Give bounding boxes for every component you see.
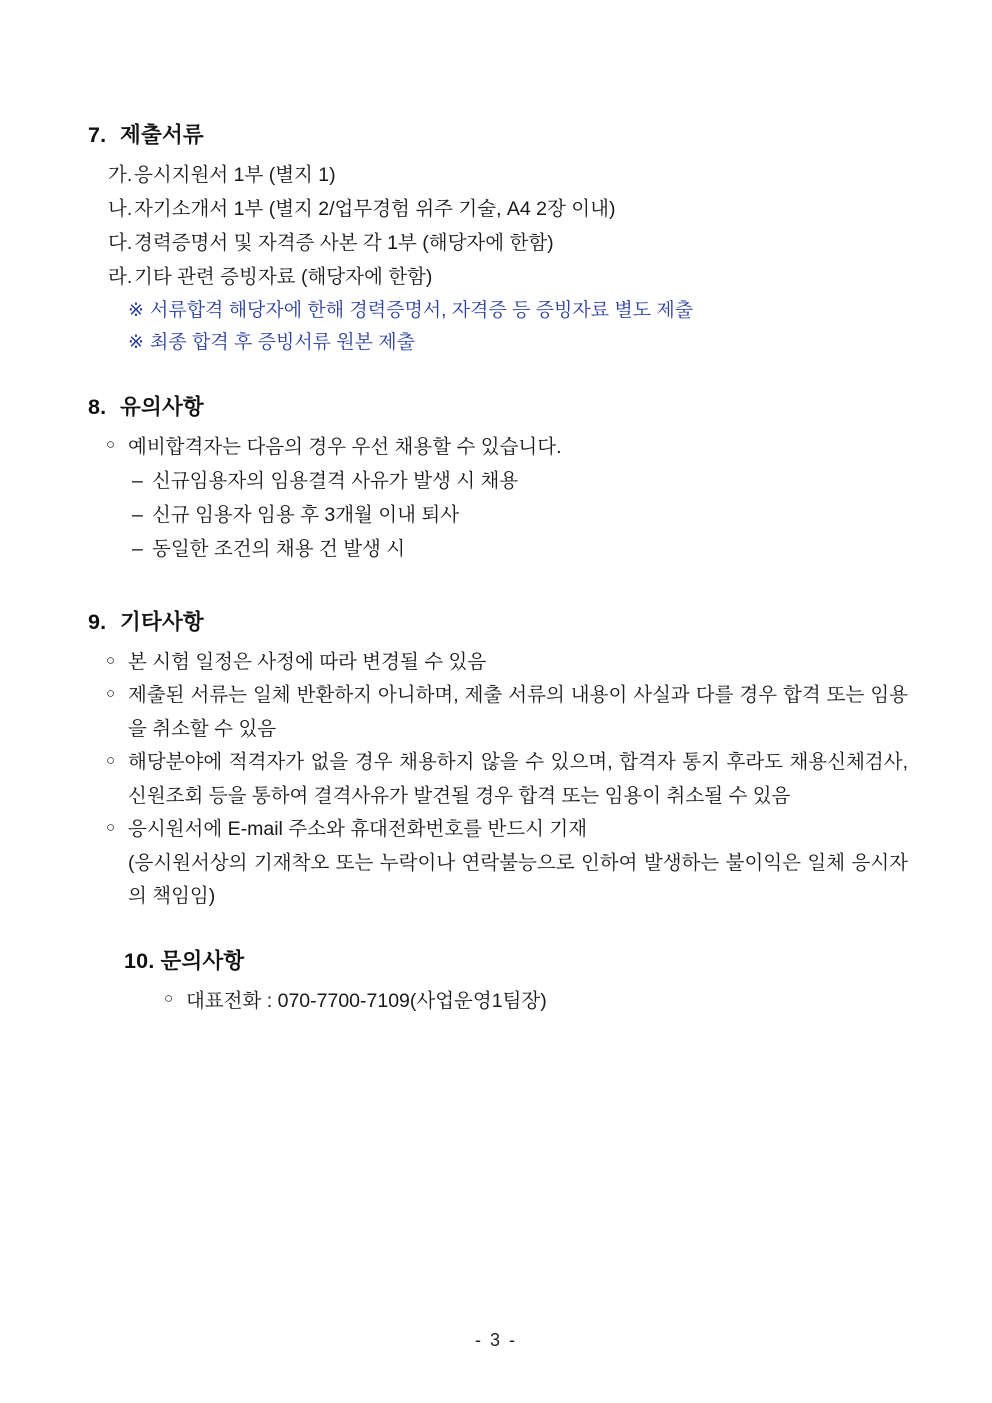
reference-mark-icon: ※: [128, 332, 144, 354]
list-item: [88, 159, 908, 193]
list-marker: 가.: [108, 164, 133, 186]
spacer: [88, 914, 908, 944]
list-text: 신규 임용자 임용 후 3개월 이내 퇴사: [152, 503, 460, 526]
list-item: [88, 646, 908, 680]
dash-bullet-icon: –: [132, 469, 143, 492]
circle-bullet-icon: ○: [106, 436, 116, 454]
section-title: 제출서류: [120, 123, 204, 147]
section-heading: [88, 118, 908, 149]
list-item: [88, 499, 908, 533]
list-text: 동일한 조건의 채용 건 발생 시: [152, 537, 406, 560]
dash-bullet-icon: –: [132, 503, 143, 526]
section-number: 7.: [88, 123, 107, 147]
section-other-matters: [88, 605, 908, 914]
list-item: [88, 465, 908, 499]
page-number-footer: - 3 -: [474, 1330, 517, 1350]
circle-bullet-icon: ○: [164, 989, 174, 1007]
list-item: [88, 261, 908, 295]
note-text: 서류합격 해당자에 한해 경력증명서, 자격증 등 증빙자료 별도 제출: [150, 299, 694, 321]
list-text: 제출된 서류는 일체 반환하지 아니하며, 제출 서류의 내용이 사실과 다를 경우 합격 또는 임용을 취소할 수 있음: [128, 684, 908, 740]
section-number: 9.: [88, 609, 107, 634]
list-marker: 나.: [108, 197, 133, 220]
list-text: 예비합격자는 다음의 경우 우선 채용할 수 있습니다.: [128, 436, 562, 459]
circle-bullet-icon: ○: [106, 752, 116, 770]
list-item: [88, 746, 908, 813]
reference-mark-icon: ※: [128, 299, 144, 321]
list-text: 대표전화 : 070-7700-7109(사업운영1팀장): [186, 989, 547, 1012]
spacer: [88, 567, 908, 605]
list-text: 해당분야에 적격자가 없을 경우 채용하지 않을 수 있으며, 합격자 통지 후라도 채용신체검사, 신원조회 등을 통하여 결격사유가 발견될 경우 합격 또는 임용이 취소될 수 있음: [128, 751, 908, 807]
section-heading: [88, 605, 908, 636]
list-item: [124, 985, 908, 1019]
list-item: [88, 533, 908, 567]
list-text: 응시지원서 1부 (별지 1): [134, 164, 336, 186]
list-text: 경력증명서 및 자격증 사본 각 1부 (해당자에 한함): [134, 231, 554, 254]
circle-bullet-icon: ○: [106, 651, 116, 669]
list-item: [88, 227, 908, 261]
section-submission-documents: [88, 118, 908, 360]
section-precautions: [88, 390, 908, 567]
section-inquiries: [88, 944, 908, 1019]
list-text: 기타 관련 증빙자료 (해당자에 한함): [134, 265, 433, 288]
list-text: 본 시험 일정은 사정에 따라 변경될 수 있음: [128, 650, 487, 673]
note-text: 최종 합격 후 증빙서류 원본 제출: [150, 332, 415, 354]
section-number: 10.: [124, 948, 155, 973]
list-item: [88, 193, 908, 227]
section-heading: [88, 390, 908, 421]
spacer: [88, 360, 908, 390]
note-line: [88, 295, 908, 328]
sub-note-text: (응시원서상의 기재착오 또는 누락이나 연락불능으로 인하여 발생하는 불이익은 일체 응시자의 책임임): [128, 851, 908, 908]
section-title: 문의사항: [160, 948, 245, 973]
list-marker: 다.: [108, 231, 133, 254]
dash-bullet-icon: –: [132, 537, 143, 560]
list-text: 신규임용자의 임용결격 사유가 발생 시 채용: [152, 469, 519, 492]
list-item: [88, 431, 908, 465]
list-item: [88, 679, 908, 746]
document-body: [88, 118, 908, 1019]
list-item: [88, 813, 908, 847]
list-text: 자기소개서 1부 (별지 2/업무경험 위주 기술, A4 2장 이내): [134, 197, 616, 220]
note-line: [88, 327, 908, 360]
section-number: 8.: [88, 395, 107, 420]
list-text: 응시원서에 E-mail 주소와 휴대전화번호를 반드시 기재: [128, 818, 588, 841]
section-title: 기타사항: [120, 609, 204, 634]
section-title: 유의사항: [120, 395, 204, 420]
list-marker: 라.: [108, 265, 133, 288]
section-heading: [124, 944, 908, 975]
circle-bullet-icon: ○: [106, 685, 116, 703]
circle-bullet-icon: ○: [106, 819, 116, 837]
